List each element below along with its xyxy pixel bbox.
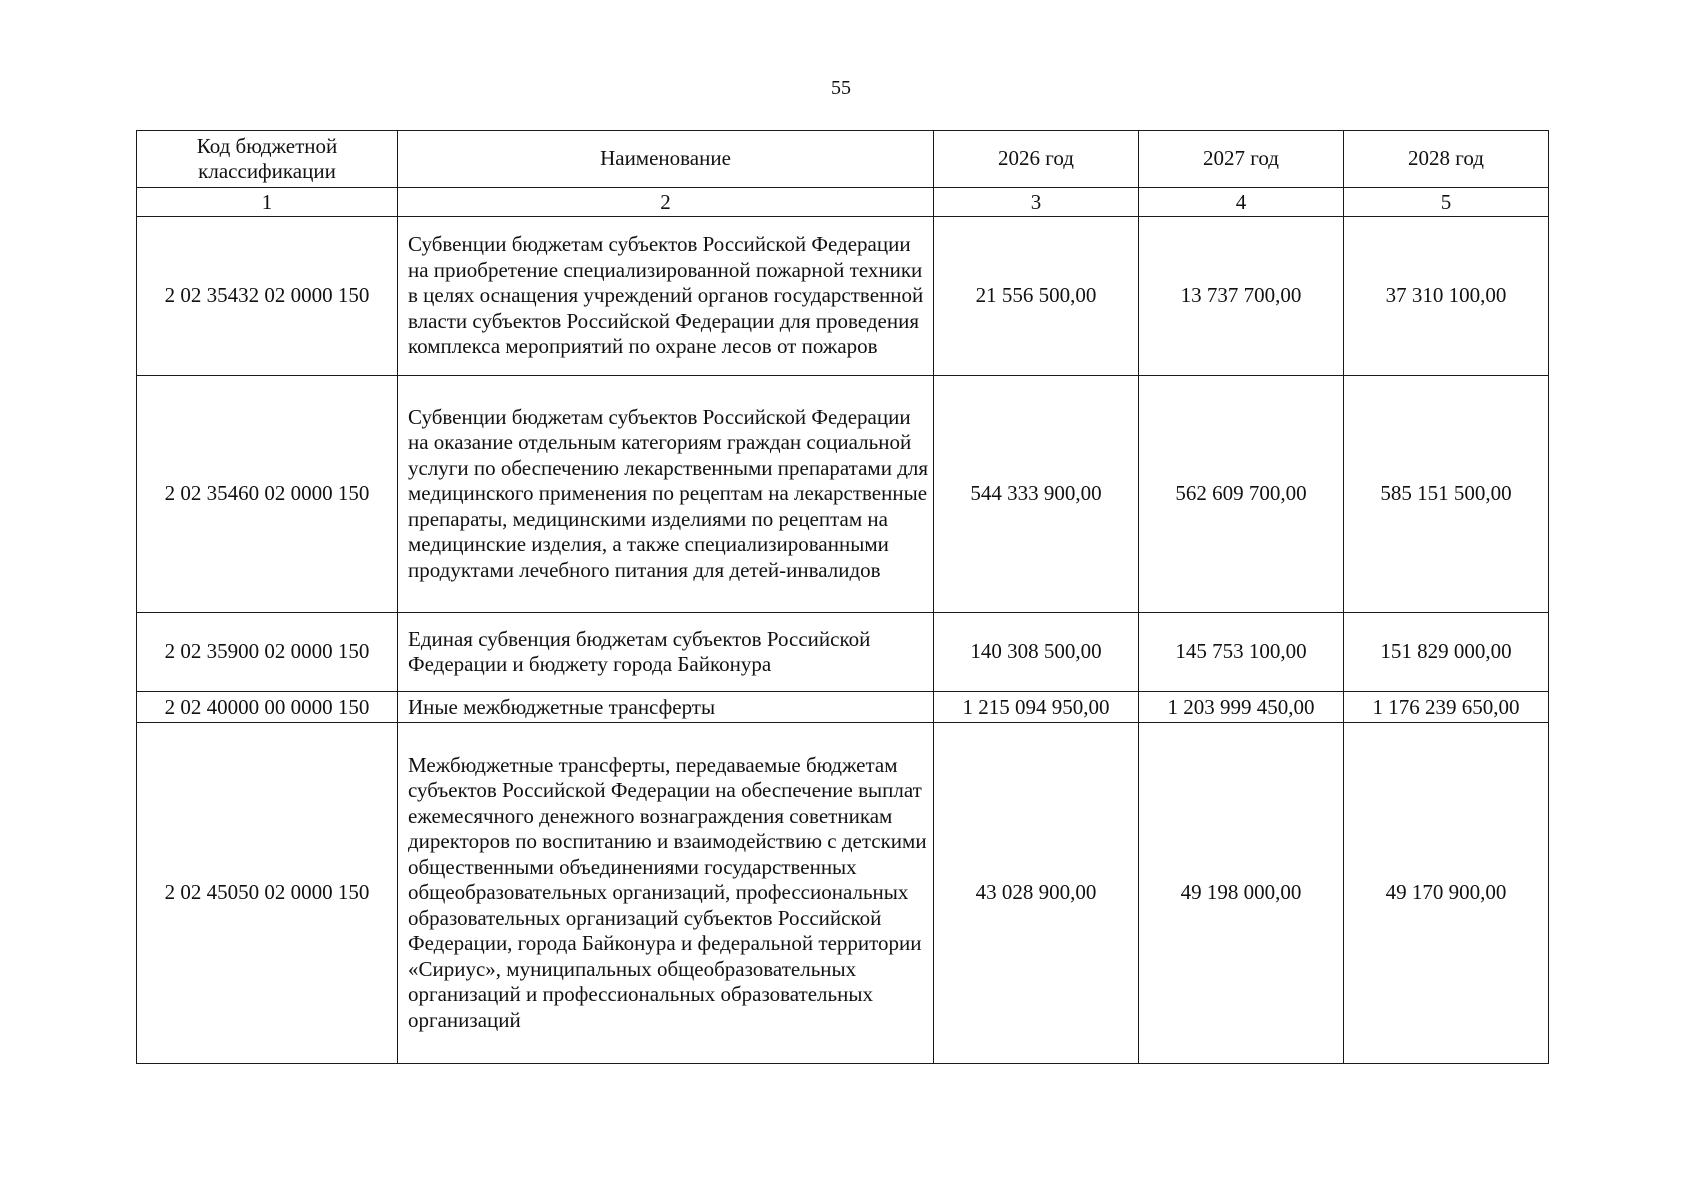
table-row bbox=[137, 217, 1549, 376]
header-name: Наименование bbox=[398, 131, 934, 188]
table-row-total bbox=[137, 692, 1549, 723]
row-value-2027: 13 737 700,00 bbox=[1139, 217, 1344, 376]
row-value-2028: 1 176 239 650,00 bbox=[1344, 692, 1549, 723]
row-value-2027: 145 753 100,00 bbox=[1139, 613, 1344, 692]
row-value-2026: 544 333 900,00 bbox=[934, 376, 1139, 613]
header-2026: 2026 год bbox=[934, 131, 1139, 188]
row-value-2027: 562 609 700,00 bbox=[1139, 376, 1344, 613]
row-value-2026: 43 028 900,00 bbox=[934, 723, 1139, 1064]
row-name: Иные межбюджетные трансферты bbox=[398, 692, 934, 723]
row-value-2026: 1 215 094 950,00 bbox=[934, 692, 1139, 723]
column-number: 1 bbox=[137, 188, 398, 217]
header-code: Код бюджетной классификации bbox=[137, 131, 398, 188]
row-value-2028: 585 151 500,00 bbox=[1344, 376, 1549, 613]
header-2028: 2028 год bbox=[1344, 131, 1549, 188]
row-code: 2 02 35900 02 0000 150 bbox=[137, 613, 398, 692]
column-number: 3 bbox=[934, 188, 1139, 217]
row-code: 2 02 45050 02 0000 150 bbox=[137, 723, 398, 1064]
row-value-2027: 49 198 000,00 bbox=[1139, 723, 1344, 1064]
row-value-2028: 49 170 900,00 bbox=[1344, 723, 1549, 1064]
row-name: Единая субвенция бюджетам субъектов Российской Федерации и бюджету города Байконура bbox=[398, 613, 934, 692]
header-2027: 2027 год bbox=[1139, 131, 1344, 188]
row-name: Межбюджетные трансферты, передаваемые бюджетам субъектов Российской Федерации на обеспечение выплат ежемесячного денежного вознаграждения советникам директоров по воспитанию и взаимодействию с детскими общественными объединениями государственных общеобразовательных организаций, профессиональных образовательных организаций субъектов Российской Федерации, города Байконура и федеральной территории «Сириус», муниципальных общеобразовательных организаций и профессиональных образовательных организаций bbox=[398, 723, 934, 1064]
row-code: 2 02 35432 02 0000 150 bbox=[137, 217, 398, 376]
table-row bbox=[137, 376, 1549, 613]
table-row bbox=[137, 723, 1549, 1064]
row-name: Субвенции бюджетам субъектов Российской Федерации на приобретение специализированной пожарной техники в целях оснащения учреждений органов государственной власти субъектов Российской Федерации для проведения комплекса мероприятий по охране лесов от пожаров bbox=[398, 217, 934, 376]
row-value-2028: 37 310 100,00 bbox=[1344, 217, 1549, 376]
column-number: 2 bbox=[398, 188, 934, 217]
row-name: Субвенции бюджетам субъектов Российской Федерации на оказание отдельным категориям граждан социальной услуги по обеспечению лекарственными препаратами для медицинского применения по рецептам на лекарственные препараты, медицинскими изделиями по рецептам на медицинские изделия, а также специализированными продуктами лечебного питания для детей-инвалидов bbox=[398, 376, 934, 613]
budget-table bbox=[136, 130, 1549, 1064]
row-value-2027: 1 203 999 450,00 bbox=[1139, 692, 1344, 723]
column-number-row bbox=[137, 188, 1549, 217]
row-code: 2 02 35460 02 0000 150 bbox=[137, 376, 398, 613]
row-value-2028: 151 829 000,00 bbox=[1344, 613, 1549, 692]
row-value-2026: 21 556 500,00 bbox=[934, 217, 1139, 376]
row-code: 2 02 40000 00 0000 150 bbox=[137, 692, 398, 723]
page-number: 55 bbox=[831, 77, 851, 99]
table-header-row bbox=[137, 131, 1549, 188]
row-value-2026: 140 308 500,00 bbox=[934, 613, 1139, 692]
column-number: 5 bbox=[1344, 188, 1549, 217]
column-number: 4 bbox=[1139, 188, 1344, 217]
table-row bbox=[137, 613, 1549, 692]
